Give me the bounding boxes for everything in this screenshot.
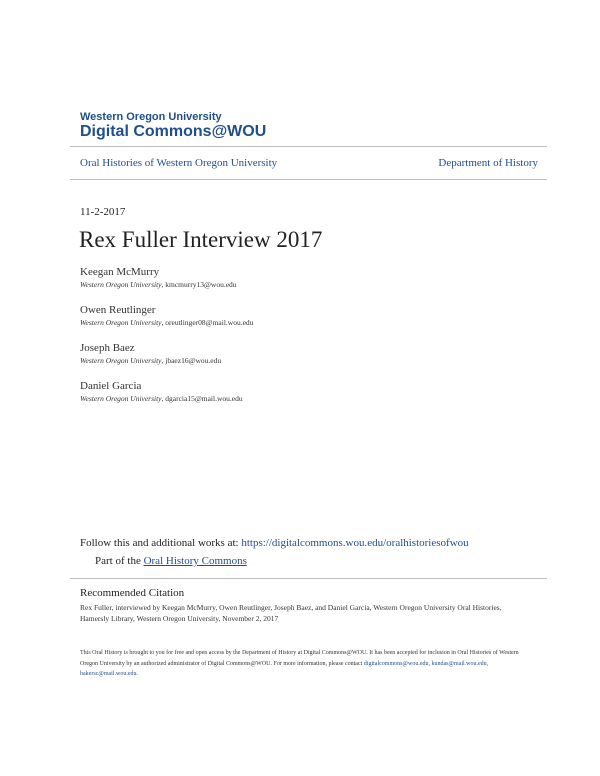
page-title: Rex Fuller Interview 2017 [79,227,323,252]
author-name: Keegan McMurry [80,266,160,278]
follow-prefix: Follow this and additional works at: [80,537,242,549]
author-email[interactable]: kmcmurry13@wou.edu [165,280,237,289]
notice-end: . [136,671,139,677]
author-list [80,266,253,418]
author-affiliation: Western Oregon University, kmcmurry13@wou.edu [80,280,237,289]
oral-history-commons-link[interactable]: Oral History Commons [143,555,247,567]
department-link[interactable]: Department of History [438,157,538,169]
affiliation-name: Western Oregon University [80,356,162,365]
top-divider [70,146,547,147]
affiliation-name: Western Oregon University [80,280,162,289]
author-email[interactable]: oreutlinger08@mail.wou.edu [165,318,254,327]
collection-link[interactable]: Oral Histories of Western Oregon University [80,157,278,169]
citation-divider [70,578,547,579]
author-email[interactable]: dgarcia15@mail.wou.edu [165,394,243,403]
citation-heading: Recommended Citation [80,587,185,599]
citation-text: Rex Fuller, interviewed by Keegan McMurry, Owen Reutlinger, Joseph Baez, and Daniel Garcia, Western Oregon University Oral Histories, Hamersly Library, Western Oregon University, November 2, 2017 [80,603,502,623]
author-affiliation: Western Oregon University, jbaez16@wou.edu [80,356,222,365]
part-of-line [95,555,247,567]
author-entry [80,304,253,342]
affiliation-name: Western Oregon University [80,318,162,327]
author-name: Owen Reutlinger [80,304,156,316]
document-date: 11-2-2017 [80,206,126,218]
author-email[interactable]: jbaez16@wou.edu [165,356,222,365]
follow-url-link[interactable]: https://digitalcommons.wou.edu/oralhistoriesofwou [241,537,469,549]
contact-emails-link[interactable]: digitalcommons@wou.edu, kundas@mail.wou.edu, bakersc@mail.wou.edu [80,660,489,677]
nav-divider [70,179,547,180]
author-entry [80,342,253,380]
follow-line [80,537,469,549]
author-name: Joseph Baez [80,342,135,354]
part-of-prefix: Part of the [95,555,144,567]
author-name: Daniel Garcia [80,380,142,392]
repository-name[interactable]: Digital Commons@WOU [80,123,267,140]
notice-text: This Oral History is brought to you for free and open access by the Department of History at Digital Commons@WOU. It has been accepted for inclusion in Oral Histories of Western Oregon University by an authorized administrator of Digital Commons@WOU. For more information, please contact [80,650,519,667]
affiliation-name: Western Oregon University [80,394,162,403]
author-affiliation: Western Oregon University, dgarcia15@mail.wou.edu [80,394,243,403]
author-entry [80,380,253,418]
author-affiliation: Western Oregon University, oreutlinger08@mail.wou.edu [80,318,254,327]
author-entry [80,266,253,304]
institution-name: Western Oregon University [80,111,222,123]
access-notice [80,648,520,680]
